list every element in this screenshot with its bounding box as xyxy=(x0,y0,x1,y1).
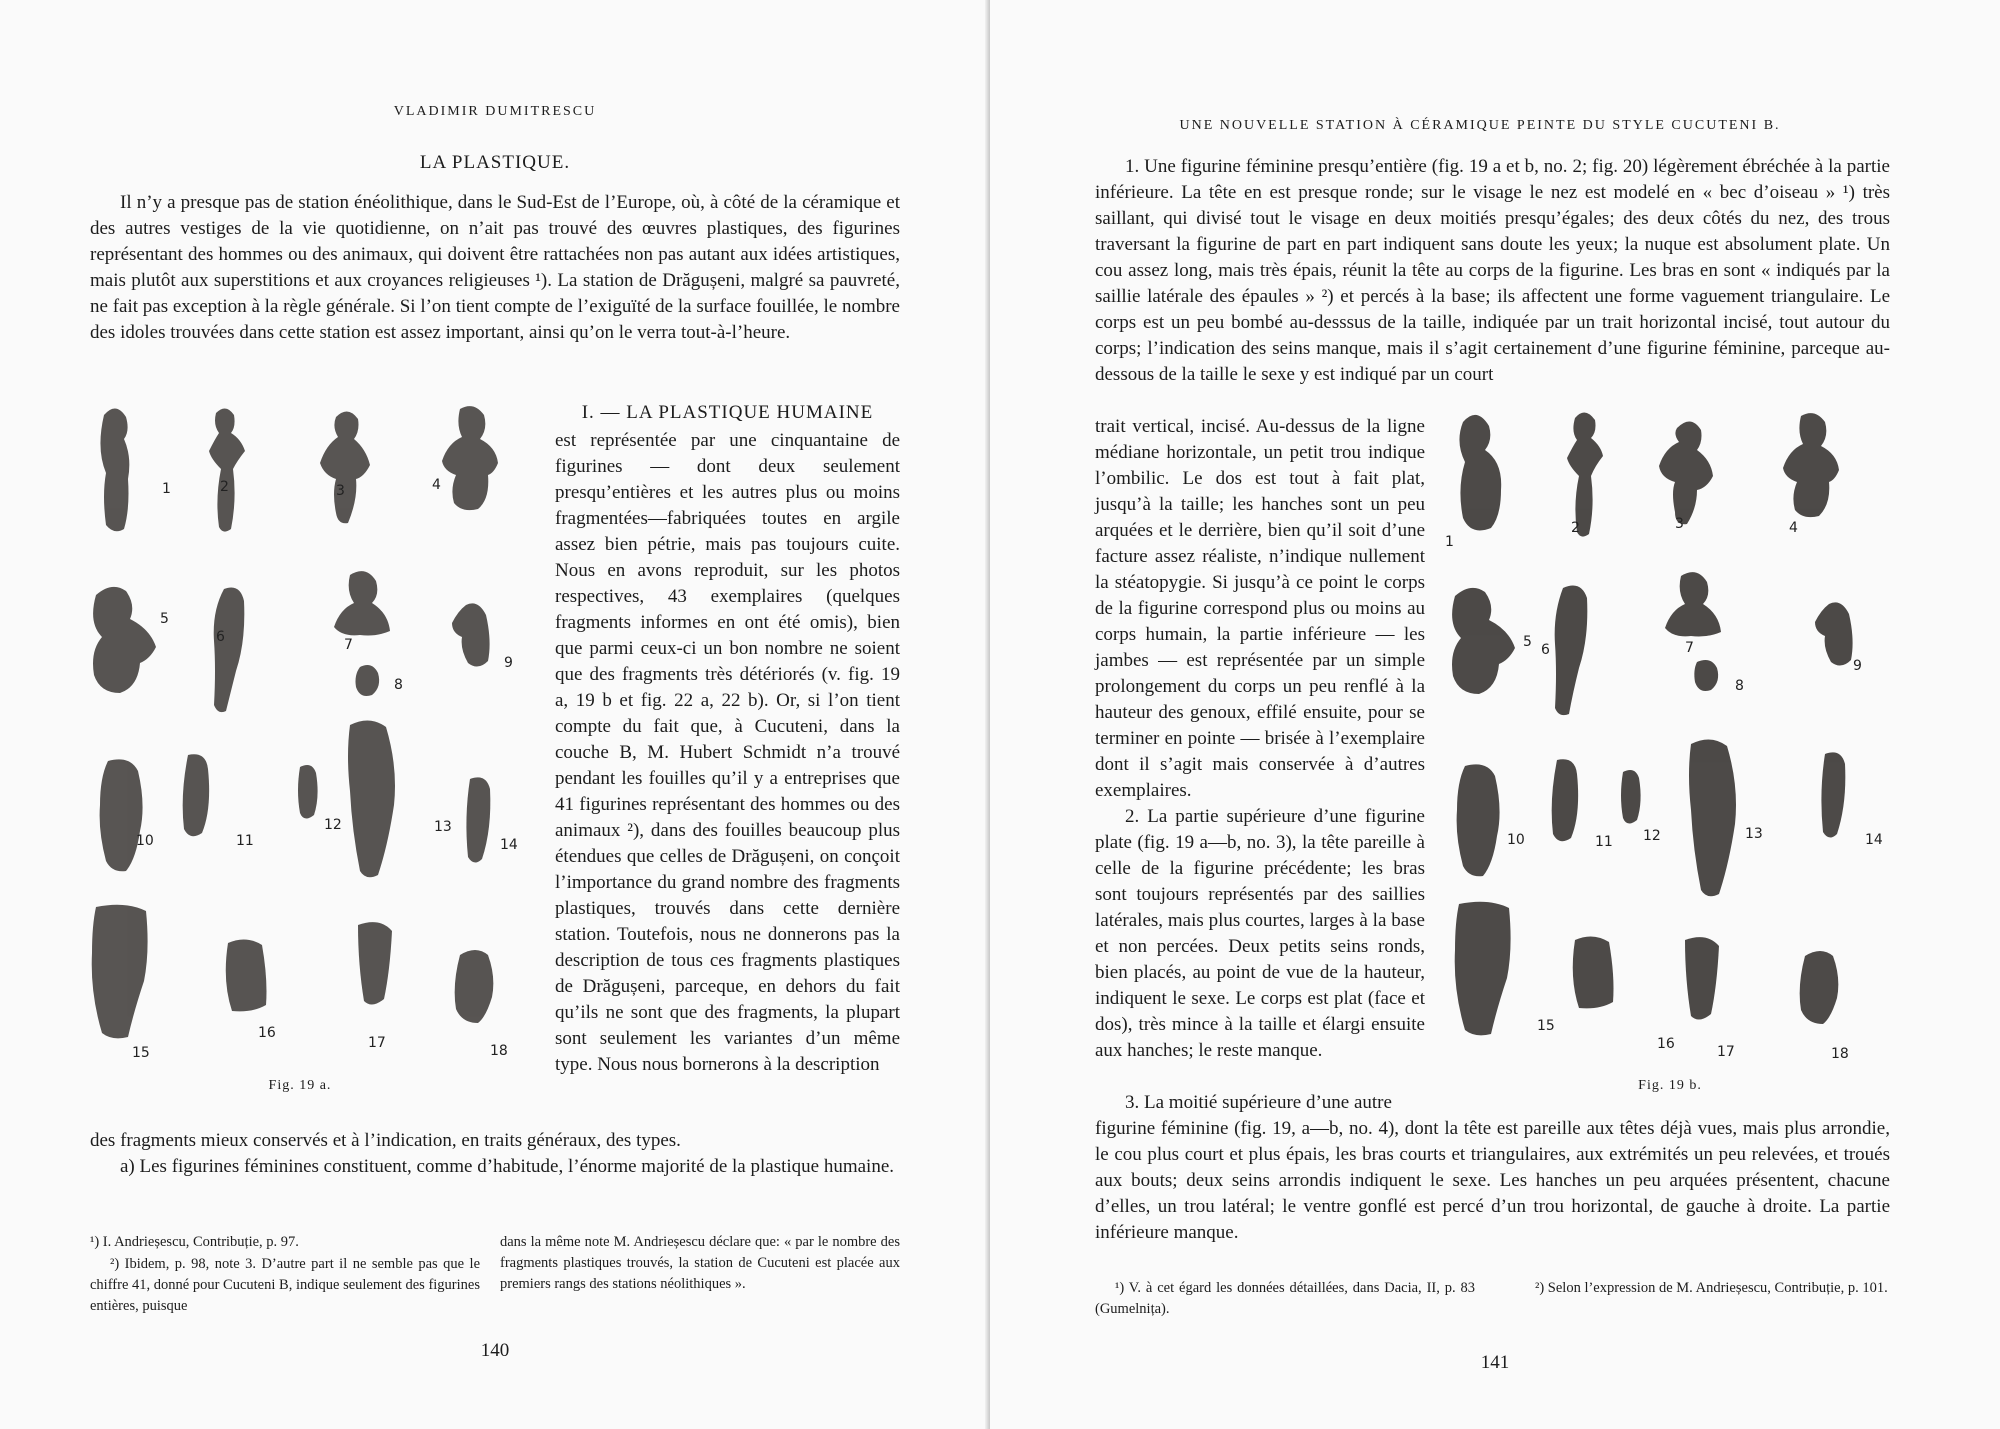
fig-label-6: 6 xyxy=(216,629,225,645)
fig-label-15: 15 xyxy=(132,1045,150,1061)
figurine-4 xyxy=(442,406,498,510)
fig-label-4: 4 xyxy=(432,477,441,493)
paragraph-2: 2. La partie supérieure d’une figurine plate (fig. 19 a—b, no. 3), la tête pareille à celle de la figurine précédente; les bras sont toujours représentés par des saillies latérales, mais plus courtes, larges à la base et non percées. Deux petits seins ronds, bien placés, au point de vue de la hauteur, indiquent le sexe. Le corps est plat (face et dos), très mince à la taille et élargi ensuite aux hanches; le reste manque. xyxy=(1095,806,1425,1061)
fig-label-11: 11 xyxy=(236,833,254,849)
figurine-18 xyxy=(1800,951,1839,1024)
figurine-10 xyxy=(1457,764,1500,876)
fig-label-11: 11 xyxy=(1595,834,1613,850)
figurine-14 xyxy=(466,777,490,862)
figurine-17 xyxy=(358,922,392,1004)
fig-label-4: 4 xyxy=(1789,520,1798,536)
left-page xyxy=(0,0,990,1429)
fig-label-7: 7 xyxy=(1685,640,1694,656)
figurine-17 xyxy=(1685,937,1719,1019)
fig-label-9: 9 xyxy=(1853,658,1862,674)
figurine-11 xyxy=(183,754,209,836)
fig-label-14: 14 xyxy=(500,837,518,853)
figurine-6 xyxy=(1555,586,1588,716)
fig-label-12: 12 xyxy=(324,817,342,833)
fig-label-18: 18 xyxy=(1831,1046,1849,1062)
fig-label-12: 12 xyxy=(1643,828,1661,844)
footnote-2-left: ²) Ibidem, p. 98, note 3. D’autre part il ne semble pas que le chiffre 41, donné pour Cucuteni B, indique seulement des figurines entières, puisque xyxy=(90,1256,480,1314)
fig-label-5: 5 xyxy=(1523,634,1532,650)
fig-label-14: 14 xyxy=(1865,832,1883,848)
paragraph-1-top: 1. Une figurine féminine presqu’entière (fig. 19 a et b, no. 2; fig. 20) légèrement ébréchée à la partie inférieure. La tête en est presque ronde; sur le visage le nez est modelé en « bec d’oiseau » ¹) très saillant, qui divisé tout le visage en deux moitiés presqu’égales; des deux côtés du nez, des trous traversant la figurine de part en part indiquent sans doute les yeux; la nuque est absolument plate. Un cou assez long, mais très épais, réunit la tête au corps de la figurine. Les bras en sont « indiqués par la saillie latérale des épaules » ²) et percés à la base; ils affectent une forme vaguement triangulaire. Le corps est un peu bombé au-desssus de la taille, indiquée par un trait horizontal incisé, tout autour du corps; l’indication des seins manque, mais il s’agit certainement d’une figurine féminine, parceque au-dessous de la taille le sexe y est indiqué par un court xyxy=(1095,156,1890,385)
column-text-left: est représentée par une cinquantaine de figurines — dont deux seulement presqu’entières et les autres plus ou moins fragmentées—fabriquées toutes en argile assez bien pétrie, mais pas toujours cuite. Nous en avons reproduit, sur les photos respectives, 43 exemplaires (quelques fragments informes en ont été omis), bien que parmi ceux-ci un bon nombre ne soient que des fragments très détériorés (v. fig. 19 a, 19 b et fig. 22 a, 22 b). Or, si l’on tient compte du fait que, à Cucuteni, dans la couche B, M. Hubert Schmidt n’a trouvé pendant les fouilles qu’il y a entreprises que 41 figurines représentant des hommes ou des animaux ²), dans des fouilles beaucoup plus étendues que celles de Drăgușeni, on conçoit l’importance du grand nombre des fragments plastiques, trouvés dans cette dernière station. Toutefois, nous ne donnerons pas la description de tous ces fragments plastiques de Drăgușeni, parceque, en dehors du fait qu’ils ne sont que des fragments, la plupart sont seulement les variantes d’un même type. Nous nous bornerons à la description xyxy=(555,430,900,1075)
fig-label-17: 17 xyxy=(1717,1044,1735,1060)
fig-label-10: 10 xyxy=(1507,832,1525,848)
figurine-6 xyxy=(214,588,245,713)
figurine-3 xyxy=(1659,421,1713,524)
fig-label-16: 16 xyxy=(1657,1036,1675,1052)
running-head-left: VLADIMIR DUMITRESCU xyxy=(393,104,597,119)
figurine-7 xyxy=(334,571,390,635)
paragraph-3-start: 3. La moitié supérieure d’une autre xyxy=(1125,1092,1392,1113)
fig-label-18: 18 xyxy=(490,1043,508,1059)
fig-label-1: 1 xyxy=(162,481,171,497)
footnote-1-right: ¹) V. à cet égard les données détaillées, dans Dacia, II, p. 83 (Gumelnița). xyxy=(1095,1280,1475,1317)
figurine-4 xyxy=(1783,413,1839,517)
figurine-1 xyxy=(100,408,129,531)
fig-label-2: 2 xyxy=(220,479,229,495)
section-title: LA PLASTIQUE. xyxy=(419,152,571,173)
page-number-right: 141 xyxy=(1480,1352,1510,1373)
fig-label-8: 8 xyxy=(394,677,403,693)
paragraph-a: a) Les figurines féminines constituent, comme d’habitude, l’énorme majorité de la plastique humaine. xyxy=(120,1156,895,1177)
figurine-10 xyxy=(100,759,143,871)
figurine-12 xyxy=(1621,770,1641,824)
figurine-3 xyxy=(320,411,370,523)
figure-19b xyxy=(1445,400,1890,1070)
figurine-16 xyxy=(226,939,267,1011)
paragraph-1-column: trait vertical, incisé. Au-dessus de la ligne médiane horizontale, un petit trou indique l’ombilic. Le dos est tout à fait plat, jusqu’à la taille; les hanches sont un peu arquées et le derrière, bien qu’il soit d’une facture assez réaliste, n’indique nullement la stéatopygie. Si jusqu’à ce point le corps de la figurine correspond plus ou moins au corps humain, la partie inférieure — les jambes — est représentée par un simple prolongement du corps un peu renflé à la hauteur des genoux, effilé ensuite, pour se terminer en pointe — brisée à l’exemplaire dont il s’agit mais conservée à d’autres exemplaires. xyxy=(1095,416,1425,801)
fig-label-9: 9 xyxy=(504,655,513,671)
figurine-2 xyxy=(209,408,245,531)
fig-label-10: 10 xyxy=(136,833,154,849)
figurine-9 xyxy=(452,603,490,666)
figurine-15 xyxy=(92,905,148,1039)
footnote-1-left: ¹) I. Andrieșescu, Contribuție, p. 97. xyxy=(90,1234,299,1250)
page-number-left: 140 xyxy=(480,1340,510,1361)
figurine-14 xyxy=(1821,752,1845,837)
figurine-16 xyxy=(1573,936,1614,1008)
fig-label-15: 15 xyxy=(1537,1018,1555,1034)
paragraph-3-rest: figurine féminine (fig. 19, a—b, no. 4), dont la tête est pareille aux têtes déjà vues, mais plus arrondie, le cou plus court et plus épais, les bras courts et triangulaires, aux extrémités un peu relevées, et troués aux bouts; deux seins arrondis indiquent le sexe. Les hanches un peu arquées présentent, chacune d’elles, un trou latéral; le ventre gonflé est percé d’un trou horizontal, de gauche à droite. La partie inférieure manque. xyxy=(1095,1118,1890,1243)
figurine-15 xyxy=(1455,902,1511,1036)
figure-19a xyxy=(88,395,528,1075)
subsection-title: I. — LA PLASTIQUE HUMAINE xyxy=(581,402,874,423)
fig-label-3: 3 xyxy=(336,483,345,499)
fig-label-8: 8 xyxy=(1735,678,1744,694)
figurine-2 xyxy=(1567,412,1603,536)
figurine-8 xyxy=(1694,660,1718,691)
full-width-continuation: des fragments mieux conservés et à l’indication, en traits généraux, des types. xyxy=(90,1130,681,1151)
fig-label-13: 13 xyxy=(1745,826,1763,842)
fig-label-6: 6 xyxy=(1541,642,1550,658)
figure-19b-photo xyxy=(1445,400,1890,1070)
footnote-2-right: ²) Selon l’expression de M. Andrieșescu, Contribuție, p. 101. xyxy=(1535,1280,1888,1296)
fig-label-5: 5 xyxy=(160,611,169,627)
figurine-18 xyxy=(455,950,494,1023)
figurine-12 xyxy=(298,765,318,819)
figurine-1 xyxy=(1459,415,1501,531)
figurine-11 xyxy=(1552,759,1578,841)
figurine-13 xyxy=(348,720,395,877)
intro-paragraph: Il n’y a presque pas de station énéolithique, dans le Sud-Est de l’Europe, où, à côté de la céramique et des autres vestiges de la vie quotidienne, on n’ait pas trouvé des œuvres plastiques, des figurines représentant des hommes ou des animaux, qui doivent être rattachées non pas autant aux idées artistiques, mais plutôt aux superstitions et aux croyances religieuses ¹). La station de Drăgușeni, malgré sa pauvreté, ne fait pas exception à la règle générale. Si l’on tient compte de l’exiguïté de la surface fouillée, le nombre des idoles trouvées dans cette station est assez important, ainsi qu’on le verra tout-à-l’heure. xyxy=(90,192,900,343)
fig-label-1: 1 xyxy=(1445,534,1454,550)
fig-label-7: 7 xyxy=(344,637,353,653)
figure-19a-caption: Fig. 19 a. xyxy=(268,1078,332,1093)
figurine-5 xyxy=(93,587,156,693)
figurine-9 xyxy=(1815,602,1853,665)
right-page xyxy=(990,0,2000,1429)
fig-label-16: 16 xyxy=(258,1025,276,1041)
fig-label-17: 17 xyxy=(368,1035,386,1051)
figurine-8 xyxy=(356,665,380,696)
figurine-5 xyxy=(1452,588,1515,694)
figurine-13 xyxy=(1689,739,1736,896)
footnote-2-left-continued: dans la même note M. Andrieșescu déclare que: « par le nombre des fragments plastiques trouvés, la station de Cucuteni est placée aux premiers rangs des stations néolithiques ». xyxy=(500,1234,900,1292)
fig-label-3: 3 xyxy=(1675,516,1684,532)
figure-19b-caption: Fig. 19 b. xyxy=(1638,1078,1702,1093)
running-head-right: UNE NOUVELLE STATION À CÉRAMIQUE PEINTE DU STYLE CUCUTENI B. xyxy=(1179,118,1781,133)
figurine-7 xyxy=(1665,572,1721,636)
figure-19a-photo xyxy=(88,395,528,1075)
fig-label-2: 2 xyxy=(1571,520,1580,536)
fig-label-13: 13 xyxy=(434,819,452,835)
